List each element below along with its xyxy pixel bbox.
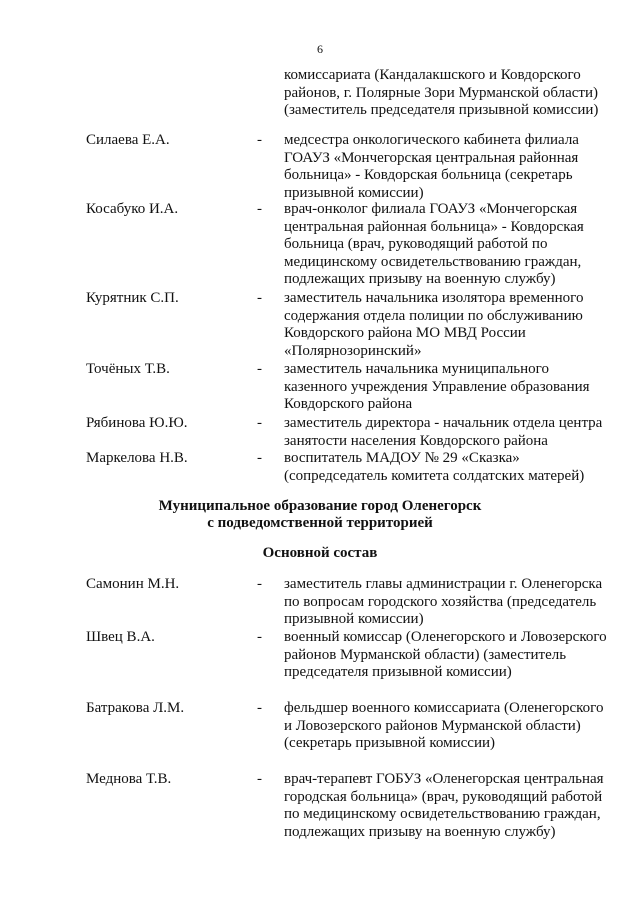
- member-name: Курятник С.П.: [86, 290, 179, 306]
- member-position: врач-терапевт ГОБУЗ «Оленегорская центральная городская больница» (врач, руководящий работой по медицинскому освидетельствованию граждан, подлежащих призыву на военную службу): [284, 771, 604, 840]
- dash: -: [257, 700, 262, 716]
- member-name: Силаева Е.А.: [86, 132, 170, 148]
- member-position: заместитель начальника изолятора временного содержания отдела полиции по обслуживанию Ковдорского района МО МВД России «Полярнозоринский»: [284, 290, 584, 359]
- dash: -: [257, 629, 262, 645]
- member-position: военный комиссар (Оленегорского и Ловозерского районов Мурманской области) (заместитель председателя призывной комиссии): [284, 629, 607, 680]
- list-item: [0, 201, 640, 290]
- list-item: [0, 450, 640, 486]
- page-number: 6: [317, 42, 323, 56]
- member-name: Маркелова Н.В.: [86, 450, 188, 466]
- member-position: фельдшер военного комиссариата (Оленегорского и Ловозерского районов Мурманской области) (секретарь призывной комиссии): [284, 700, 604, 751]
- member-name: Батракова Л.М.: [86, 700, 185, 716]
- subsection-title: Основной состав: [262, 545, 378, 561]
- member-position: воспитатель МАДОУ № 29 «Сказка» (сопредседатель комитета солдатских матерей): [284, 450, 585, 484]
- member-position: заместитель главы администрации г. Оленегорска по вопросам городского хозяйства (председатель призывной комиссии): [284, 576, 603, 627]
- member-name: Самонин М.Н.: [86, 576, 180, 592]
- dash: -: [257, 576, 262, 592]
- dash: -: [257, 201, 262, 217]
- member-position: медсестра онкологического кабинета филиала ГОАУЗ «Мончегорская центральная районная больница» - Ковдорская больница (секретарь призывной комиссии): [284, 132, 579, 201]
- commission-list-olenegorsk: [0, 576, 640, 861]
- list-item: [0, 361, 640, 415]
- member-name: Точёных Т.В.: [86, 361, 170, 377]
- member-name: Швец В.А.: [86, 629, 155, 645]
- list-item: [0, 629, 640, 700]
- section-title-line-2: с подведомственной территорией: [207, 515, 433, 531]
- list-item: [0, 576, 640, 629]
- dash: -: [257, 290, 262, 306]
- member-name: Косабуко И.А.: [86, 201, 179, 217]
- continued-text: комиссариата (Кандалакшского и Ковдорского районов, г. Полярные Зори Мурманской области) (заместитель председателя призывной комиссии): [284, 67, 599, 118]
- member-position: врач-онколог филиала ГОАУЗ «Мончегорская центральная районная больница» - Ковдорская больница (врач, руководящий работой по медицинскому освидетельствованию граждан, подлежащих призыву на военную службу): [284, 201, 584, 287]
- dash: -: [257, 415, 262, 431]
- member-position: заместитель начальника муниципального казенного учреждения Управление образования Ковдорского района: [284, 361, 590, 412]
- dash: -: [257, 771, 262, 787]
- list-item: [0, 132, 640, 201]
- list-item: [0, 700, 640, 771]
- member-name: Рябинова Ю.Ю.: [86, 415, 188, 431]
- member-position: заместитель директора - начальник отдела центра занятости населения Ковдорского района: [284, 415, 603, 449]
- dash: -: [257, 132, 262, 148]
- dash: -: [257, 450, 262, 466]
- list-item: [0, 771, 640, 861]
- section-title-line-1: Муниципальное образование город Оленегорск: [158, 498, 482, 514]
- list-item: [0, 415, 640, 450]
- dash: -: [257, 361, 262, 377]
- member-name: Меднова Т.В.: [86, 771, 172, 787]
- list-item: [0, 290, 640, 361]
- commission-list-kovdor: [0, 132, 640, 486]
